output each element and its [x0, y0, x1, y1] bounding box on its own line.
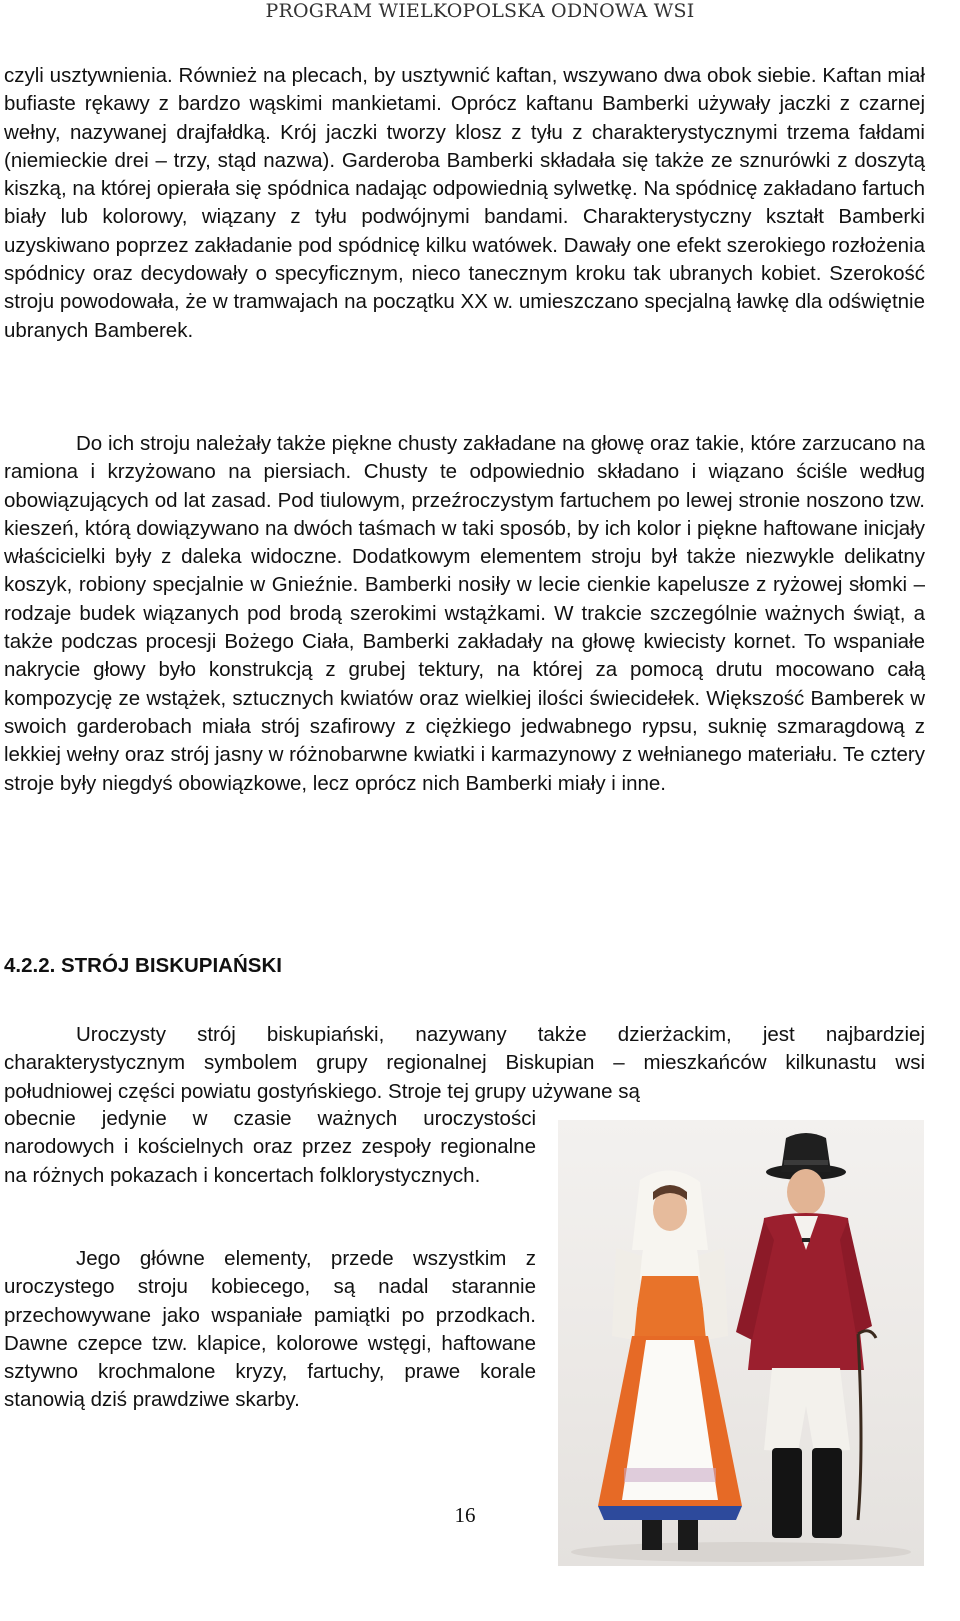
section-heading: 4.2.2. STRÓJ BISKUPIAŃSKI [4, 954, 282, 977]
paragraph-biskupianski-intro-continued: obecnie jedynie w czasie ważnych uroczystości narodowych i kościelnych oraz przez zespoły regionalne na różnych pokazach i koncertach folklorystycznych. [4, 1107, 536, 1187]
paragraph-biskupianski-intro: Uroczysty strój biskupiański, nazywany także dzierżackim, jest najbardziej charakterystycznym symbolem grupy regionalnej Biskupian – mieszkańców kilkunastu wsi południowej części powiatu gostyńskiego. Stroje tej grupy używane są [4, 1023, 925, 1103]
folk-costume-photo [558, 1120, 924, 1566]
man-figure [736, 1133, 876, 1538]
woman-figure [598, 1170, 742, 1550]
page-number: 16 [454, 1503, 476, 1527]
paragraph-bamberki-garment: czyli usztywnienia. Również na plecach, by usztywnić kaftan, wszywano dwa obok siebie. Kaftan miał bufiaste rękawy z bardzo wąskimi mankietami. Oprócz kaftanu Bamberki używały jaczki z czarnej wełny, nazywanej drajfałdką. Krój jaczki tworzy klosz z tyłu z charakterystycznymi trzema fałdami (niemieckie drei – trzy, stąd nazwa). Garderoba Bamberki składała się także ze sznurówki z doszytą kiszką, na której opierała się spódnica nadając odpowiednią sylwetkę. Na spódnicę zakładano fartuch biały lub kolorowy, wiązany z tyłu podwójnymi bandami. Charakterystyczny kształt Bamberki uzyskiwano poprzez zakładanie pod spódnicę kilku watówek. Dawały one efekt szerokiego rozłożenia spódnicy oraz decydowały o specyficznym, nieco tanecznym kroku tak ubranych kobiet. Szerokość stroju powodowała, że w tramwajach na początku XX w. umieszczano specjalną ławkę dla odświętnie ubranych Bamberek. [4, 64, 925, 342]
running-header: PROGRAM WIELKOPOLSKA ODNOWA WSI [265, 0, 695, 22]
paragraph-biskupianski-elements: Jego główne elementy, przede wszystkim z uroczystego stroju kobiecego, są nadal starannie przechowywane jako wspaniałe pamiątki po przodkach. Dawne czepce tzw. klapice, kolorowe wstęgi, haftowane sztywno krochmalone kryzy, fartuchy, prawe korale stanowią dziś prawdziwe skarby. [4, 1247, 536, 1412]
folk-costume-illustration [558, 1120, 924, 1566]
paragraph-bamberki-scarves: Do ich stroju należały także piękne chusty zakładane na głowę oraz takie, które zarzucano na ramiona i krzyżowano na piersiach. Chusty te odpowiednio składano i wiązano ściśle według obowiązujących od lat zasad. Pod tiulowym, przeźroczystym fartuchem po lewej stronie noszono tzw. kieszeń, którą dowiązywano na dwóch taśmach w taki sposób, by ich kolor i piękne haftowane inicjały właścicielki były z daleka widoczne. Dodatkowym elementem stroju był także niezwykle delikatny koszyk, robiony specjalnie w Gnieźnie. Bamberki nosiły w lecie cienkie kapelusze z ryżowej słomki – rodzaje budek wiązanych pod brodą szerokimi wstążkami. W trakcie szczególnie ważnych świąt, a także podczas procesji Bożego Ciała, Bamberki zakładały na głowę kwiecisty kornet. To wspaniałe nakrycie głowy było konstrukcją z grubej tektury, na której za pomocą drutu mocowano całą kompozycję ze wstążek, sztucznych kwiatów oraz wielkiej ilości świecidełek. Większość Bamberek w swoich garderobach miała strój szafirowy z ciężkiego jedwabnego rypsu, suknię szmaragdową z lekkiej wełny oraz strój jasny w różnobarwne kwiatki i karmazynowy z wełnianego materiału. Te cztery stroje były niegdyś obowiązkowe, lecz oprócz nich Bamberki miały i inne. [4, 432, 925, 795]
